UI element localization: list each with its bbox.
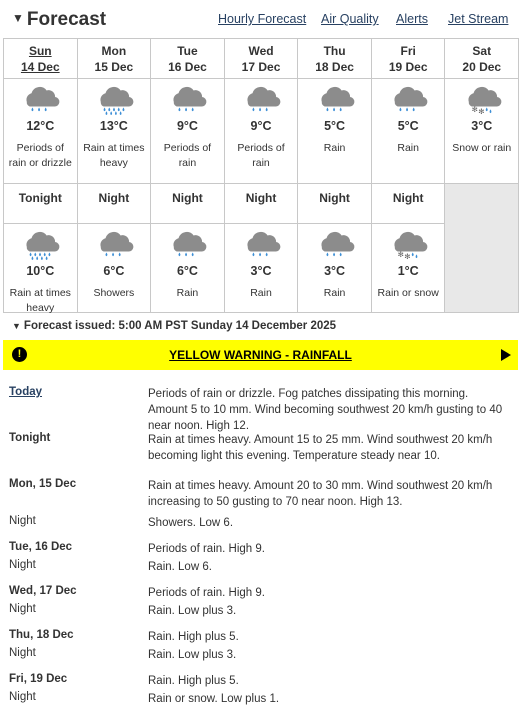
night-summary: Rain at times heavy <box>9 287 71 314</box>
detail-period: Night <box>9 691 36 703</box>
detail-text: Periods of rain or drizzle. Fog patches dissipating this morning. Amount 5 to 10 mm. Wind becoming southwest 20 km/h gusting to 40 near noon. High 12. <box>148 388 503 432</box>
rain-icon <box>167 226 207 260</box>
heavy-rain-icon <box>20 226 60 260</box>
heavy-rain-icon <box>94 81 134 115</box>
night-summary: Rain <box>323 287 346 299</box>
detail-text: Rain or snow. Low plus 1. <box>148 693 280 705</box>
day-cell[interactable] <box>225 39 299 184</box>
day-temperature: 13°C <box>99 119 128 133</box>
rain-icon <box>167 81 207 115</box>
forecast-issued[interactable]: ▼ Forecast issued: 5:00 AM PST Sunday 14 December 2025 <box>12 320 337 332</box>
detail-text: Rain. High plus 5. <box>148 631 239 643</box>
detail-text: Periods of rain. High 9. <box>148 587 265 599</box>
detail-text: Rain. Low 6. <box>148 561 212 573</box>
day-summary: Periods of rain or drizzle <box>8 142 72 169</box>
night-temperature: 10°C <box>26 264 55 278</box>
day-temperature: 9°C <box>250 119 272 133</box>
warning-text[interactable]: YELLOW WARNING - RAINFALL <box>169 348 352 362</box>
empty-cell <box>445 184 519 313</box>
night-heading: Night <box>78 184 151 224</box>
night-temperature: 6°C <box>176 264 198 278</box>
svg-text:✻: ✻ <box>404 252 411 260</box>
night-cell[interactable] <box>372 184 446 313</box>
hourly-forecast-link[interactable]: Hourly Forecast <box>218 12 307 26</box>
night-heading: Tonight <box>4 184 77 224</box>
snow-rain-icon <box>388 226 428 260</box>
night-heading: Night <box>151 184 224 224</box>
day-summary: Periods of rain <box>237 142 285 169</box>
night-summary: Rain or snow <box>377 287 439 299</box>
night-heading: Night <box>372 184 445 224</box>
day-temperature: 12°C <box>26 119 55 133</box>
night-temperature: 1°C <box>397 264 419 278</box>
detail-period: Thu, 18 Dec <box>9 629 74 641</box>
day-summary: Rain <box>397 142 419 154</box>
detail-period: Night <box>9 515 36 527</box>
day-cell[interactable] <box>445 39 519 184</box>
detail-period: Night <box>9 559 36 571</box>
forecast-grid <box>3 38 519 313</box>
day-heading[interactable]: Sun 14 Dec <box>4 39 77 79</box>
svg-text:✻: ✻ <box>471 105 478 115</box>
detail-text: Rain at times heavy. Amount 15 to 25 mm. Wind southwest 20 km/h becoming light this evening. Temperature steady near 10. <box>148 434 493 462</box>
warning-banner[interactable] <box>3 340 518 370</box>
night-summary: Showers <box>93 287 135 299</box>
night-cell[interactable] <box>151 184 225 313</box>
rain-icon <box>241 81 281 115</box>
night-cell[interactable] <box>298 184 372 313</box>
day-summary: Rain at times heavy <box>83 142 145 169</box>
day-heading[interactable]: Wed 17 Dec <box>225 39 298 79</box>
day-temperature: 5°C <box>324 119 346 133</box>
svg-text:✻: ✻ <box>477 107 485 115</box>
collapse-caret-icon: ▼ <box>12 11 24 25</box>
detail-text: Rain at times heavy. Amount 20 to 30 mm. Wind southwest 20 km/h increasing to 50 gusting to 70 near noon. High 13. <box>148 480 493 508</box>
day-temperature: 9°C <box>176 119 198 133</box>
day-summary: Rain <box>323 142 346 154</box>
rain-icon <box>315 226 355 260</box>
forecast-header <box>0 6 521 36</box>
day-cell[interactable] <box>372 39 446 184</box>
detail-period[interactable]: Today <box>9 386 43 398</box>
night-row <box>4 184 519 313</box>
night-temperature: 3°C <box>250 264 272 278</box>
day-cell[interactable] <box>151 39 225 184</box>
day-temperature: 5°C <box>397 119 419 133</box>
night-temperature: 3°C <box>324 264 346 278</box>
detail-text: Rain. Low plus 3. <box>148 649 237 661</box>
day-cell[interactable] <box>298 39 372 184</box>
day-summary: Snow or rain <box>452 142 512 154</box>
detail-period: Fri, 19 Dec <box>9 673 68 685</box>
day-row <box>4 39 519 184</box>
night-temperature: 6°C <box>103 264 125 278</box>
day-heading[interactable]: Tue 16 Dec <box>151 39 224 79</box>
rain-icon <box>20 81 60 115</box>
exclamation-icon: ! <box>12 347 27 362</box>
day-cell[interactable] <box>4 39 78 184</box>
forecast-title[interactable]: ▼ Forecast <box>12 9 107 30</box>
rain-icon <box>241 226 281 260</box>
expand-caret-icon: ▼ <box>12 321 21 331</box>
rain-icon <box>94 226 134 260</box>
detail-period: Tue, 16 Dec <box>9 541 73 553</box>
detail-text: Rain. Low plus 3. <box>148 605 237 617</box>
night-cell[interactable] <box>4 184 78 313</box>
night-heading: Night <box>225 184 298 224</box>
snow-rain-icon <box>462 81 502 115</box>
detail-period: Wed, 17 Dec <box>9 585 77 597</box>
day-heading[interactable]: Mon 15 Dec <box>78 39 151 79</box>
alerts-link[interactable]: Alerts <box>396 12 428 26</box>
night-cell[interactable] <box>78 184 152 313</box>
detail-period: Tonight <box>9 432 51 444</box>
day-heading[interactable]: Fri 19 Dec <box>372 39 445 79</box>
svg-text:✻: ✻ <box>397 250 405 260</box>
day-summary: Periods of rain <box>163 142 212 169</box>
jet-stream-link[interactable]: Jet Stream <box>448 12 509 26</box>
detail-period: Mon, 15 Dec <box>9 478 77 490</box>
rain-icon <box>388 81 428 115</box>
night-summary: Rain <box>250 287 272 299</box>
night-heading: Night <box>298 184 371 224</box>
detail-period: Night <box>9 603 36 615</box>
detail-text: Rain. High plus 5. <box>148 675 239 687</box>
rain-icon <box>315 81 355 115</box>
detail-period: Night <box>9 647 36 659</box>
day-heading[interactable]: Thu 18 Dec <box>298 39 371 79</box>
play-arrow-icon <box>501 349 511 361</box>
air-quality-link[interactable]: Air Quality <box>321 12 379 26</box>
day-temperature: 3°C <box>471 119 493 133</box>
night-cell[interactable] <box>225 184 299 313</box>
day-heading[interactable]: Sat 20 Dec <box>445 39 518 79</box>
detail-text: Showers. Low 6. <box>148 517 234 529</box>
night-summary: Rain <box>176 287 199 299</box>
detail-text: Periods of rain. High 9. <box>148 543 265 555</box>
day-cell[interactable] <box>78 39 152 184</box>
